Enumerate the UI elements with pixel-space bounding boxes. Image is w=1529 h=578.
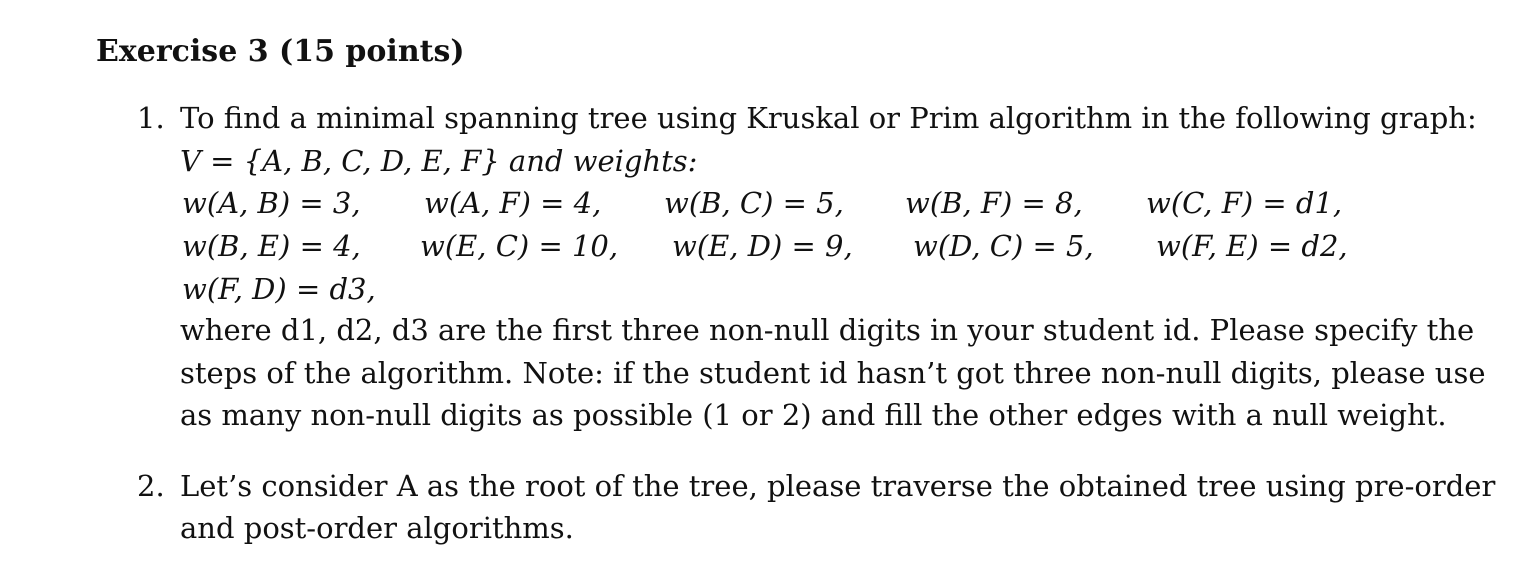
- weight-cf: w(C, F) = d1,: [1146, 186, 1343, 220]
- weight-ec: w(E, C) = 10,: [420, 229, 619, 263]
- exercise-title: Exercise 3 (15 points): [96, 34, 465, 69]
- item-1-number: 1.: [137, 101, 165, 135]
- item-2-number: 2.: [137, 469, 165, 503]
- vertices-line: V = {A, B, C, D, E, F} and weights:: [180, 144, 698, 178]
- where-text-line-2: steps of the algorithm. Note: if the student id hasn’t got three non-null digits, please use: [180, 356, 1486, 390]
- weight-ab: w(A, B) = 3,: [182, 186, 361, 220]
- item-1-intro: To find a minimal spanning tree using Kruskal or Prim algorithm in the following graph:: [180, 101, 1477, 135]
- weight-be: w(B, E) = 4,: [182, 229, 361, 263]
- item-2-line-1: Let’s consider A as the root of the tree, please traverse the obtained tree using pre-order: [180, 469, 1496, 503]
- where-text-line-1: where d1, d2, d3 are the first three non-null digits in your student id. Please specify the: [180, 313, 1475, 347]
- weight-dc: w(D, C) = 5,: [913, 229, 1094, 263]
- weight-fe: w(F, E) = d2,: [1156, 229, 1348, 263]
- weight-ed: w(E, D) = 9,: [672, 229, 853, 263]
- weight-fd: w(F, D) = d3,: [182, 272, 376, 306]
- weight-af: w(A, F) = 4,: [424, 186, 602, 220]
- weight-bf: w(B, F) = 8,: [905, 186, 1083, 220]
- where-text-line-3: as many non-null digits as possible (1 or 2) and fill the other edges with a null weight.: [180, 398, 1447, 432]
- item-2-line-2: and post-order algorithms.: [180, 511, 574, 545]
- weight-bc: w(B, C) = 5,: [664, 186, 844, 220]
